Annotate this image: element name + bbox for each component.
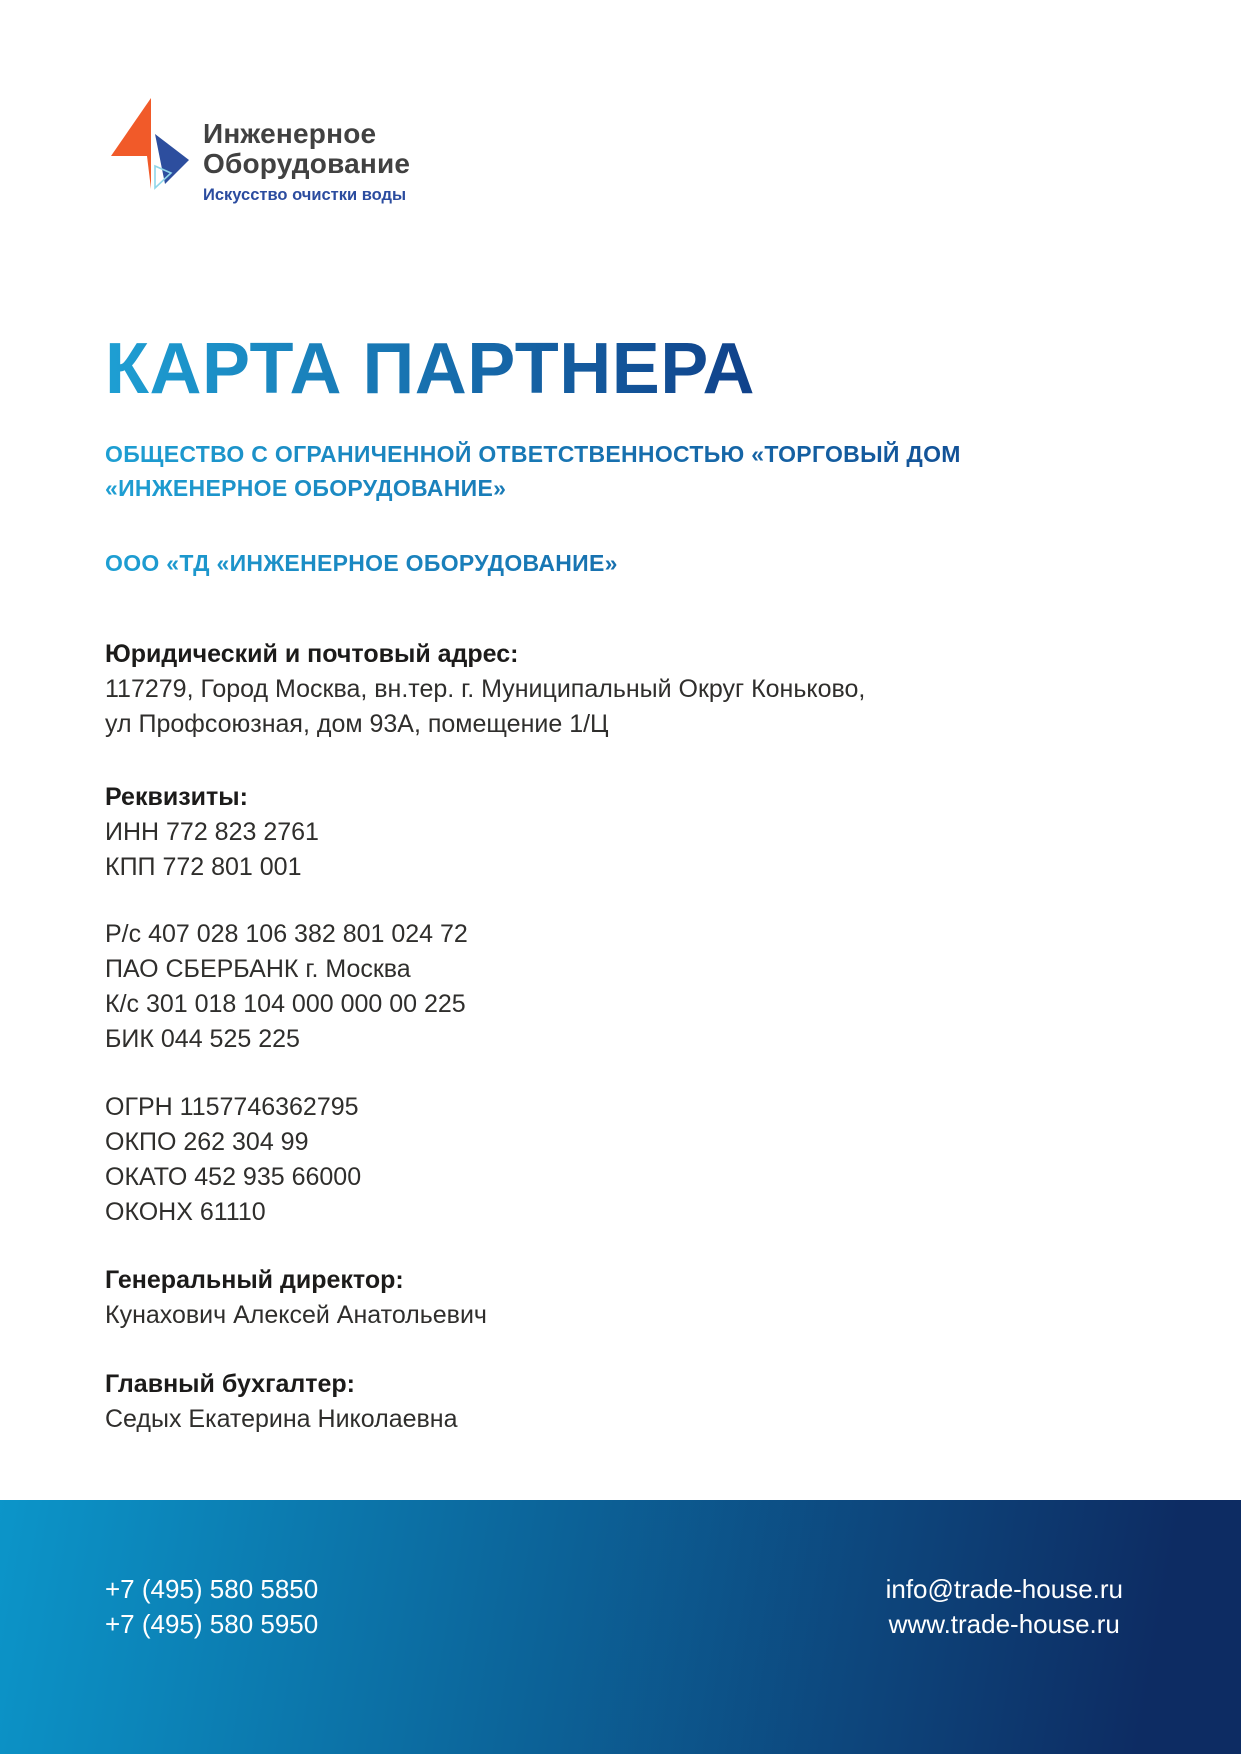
company-logo-icon [105,95,189,197]
requisite-line-okonh: ОКОНХ 61110 [105,1198,266,1226]
logo-name-line1: Инженерное [203,118,377,149]
accountant-label: Главный бухгалтер: [105,1370,356,1398]
director-label: Генеральный директор: [105,1266,404,1294]
requisites-label: Реквизиты: [105,783,248,811]
logo-text [203,119,410,205]
company-full-name-line1: ОБЩЕСТВО С ОГРАНИЧЕННОЙ ОТВЕТСТВЕННОСТЬЮ «ТОРГОВЫЙ ДОМ [105,441,961,467]
requisite-line-inn: ИНН 772 823 2761 [105,818,319,846]
requisite-line-bank: ПАО СБЕРБАНК г. Москва [105,955,411,983]
director-name: Кунахович Алексей Анатольевич [105,1301,487,1329]
main-content [105,329,1136,1437]
requisite-line-bik: БИК 044 525 225 [105,1025,300,1053]
director-section [105,1263,1136,1333]
company-full-name [105,437,1136,505]
logo-orange-triangle [111,98,151,156]
accountant-name: Седых Екатерина Николаевна [105,1405,458,1433]
page-title: КАРТА ПАРТНЕРА [105,329,755,409]
logo-orange-sliver [147,156,151,189]
footer-phone-2: +7 (495) 580 5950 [105,1609,319,1639]
requisite-line-kpp: КПП 772 801 001 [105,853,302,881]
footer-band [0,1500,1241,1754]
company-full-name-line2: «ИНЖЕНЕРНОЕ ОБОРУДОВАНИЕ» [105,475,507,501]
footer-website: www.trade-house.ru [888,1609,1120,1639]
address-section [105,637,1136,742]
address-line: ул Профсоюзная, дом 93А, помещение 1/Ц [105,710,609,738]
logo-name-line2: Оборудование [203,148,411,179]
logo-blue-triangle [155,134,189,184]
requisite-line-rs: Р/с 407 028 106 382 801 024 72 [105,920,468,948]
address-label: Юридический и почтовый адрес: [105,640,519,668]
requisite-line-okato: ОКАТО 452 935 66000 [105,1163,362,1191]
company-short-name: ООО «ТД «ИНЖЕНЕРНОЕ ОБОРУДОВАНИЕ» [105,546,1136,580]
footer-email: info@trade-house.ru [885,1574,1123,1604]
address-line: 117279, Город Москва, вн.тер. г. Муниципальный Округ Коньково, [105,675,866,703]
requisite-line-ks: К/с 301 018 104 000 000 00 225 [105,990,466,1018]
footer-phone-1: +7 (495) 580 5850 [105,1574,319,1604]
company-logo [105,95,410,205]
requisites-section [105,780,1136,1230]
logo-tagline: Искусство очистки воды [203,186,407,204]
accountant-section [105,1367,1136,1437]
registry-codes-group [105,1090,1136,1230]
requisite-line-okpo: ОКПО 262 304 99 [105,1128,309,1156]
bank-details-group [105,917,1136,1057]
footer-phones [105,1572,318,1642]
footer-web-contacts [886,1572,1123,1642]
requisite-line-ogrn: ОГРН 1157746362795 [105,1093,359,1121]
